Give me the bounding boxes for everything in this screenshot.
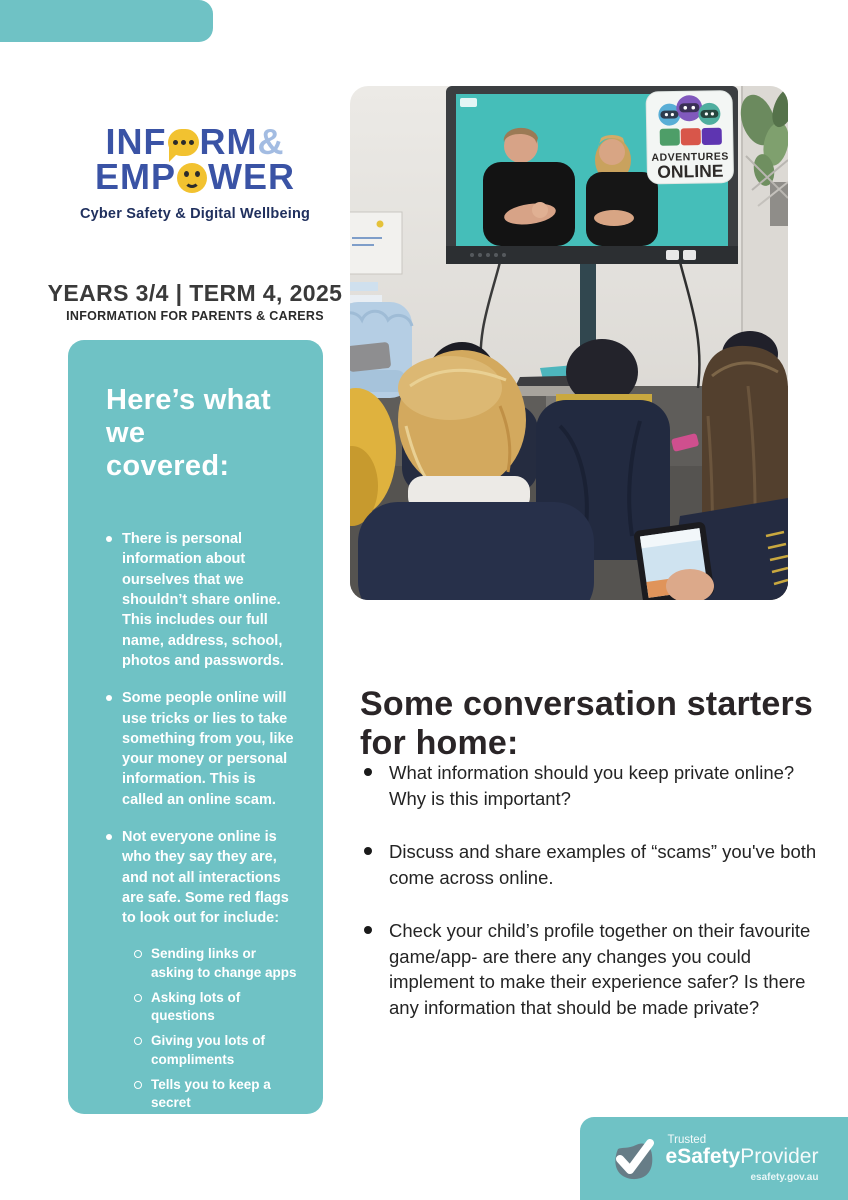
adventures-online-logo bbox=[646, 90, 734, 183]
covered-topics-panel bbox=[68, 340, 323, 1114]
ring-bullet-icon bbox=[134, 950, 142, 958]
logo-text: EMP bbox=[94, 156, 176, 198]
term-heading: YEARS 3/4 | TERM 4, 2025 bbox=[47, 280, 343, 306]
list-item bbox=[364, 760, 820, 811]
checkmark-icon bbox=[610, 1137, 656, 1181]
list-item-text: Discuss and share examples of “scams” you've both come across online. bbox=[389, 841, 817, 888]
bullet-dot-icon bbox=[364, 926, 372, 934]
logo-tagline: Cyber Safety & Digital Wellbeing bbox=[79, 205, 311, 222]
list-item-text: Giving you lots of compliments bbox=[151, 1033, 265, 1067]
speech-bubble-icon bbox=[168, 129, 199, 156]
covered-topics-list bbox=[106, 529, 299, 928]
esafety-brand: eSafetyProvider bbox=[665, 1145, 819, 1169]
esafety-url: esafety.gov.au bbox=[750, 1171, 819, 1183]
list-item-text: Not everyone online is who they say they are, and not all interactions are safe. Some red flags to look out for include: bbox=[122, 829, 289, 927]
conversation-starters-heading: Some conversation starters for home: bbox=[360, 684, 814, 763]
bullet-dot-icon bbox=[106, 536, 112, 542]
esafety-text-block bbox=[666, 1134, 819, 1182]
bullet-dot-icon bbox=[364, 768, 372, 776]
bullet-dot-icon bbox=[106, 695, 112, 701]
ring-bullet-icon bbox=[134, 994, 142, 1002]
esafety-provider-badge bbox=[580, 1117, 848, 1200]
list-item bbox=[134, 1076, 299, 1112]
list-item-text: What information should you keep private online? Why is this important? bbox=[389, 762, 795, 809]
ring-bullet-icon bbox=[134, 1037, 142, 1045]
bullet-dot-icon bbox=[364, 847, 372, 855]
list-item-text: Asking lots of questions bbox=[151, 989, 241, 1024]
trusted-label: Trusted bbox=[667, 1134, 707, 1147]
smiley-face-icon bbox=[177, 163, 207, 193]
bullet-dot-icon bbox=[106, 834, 112, 840]
tv-logo-title: ADVENTURES bbox=[651, 150, 729, 164]
logo-text: RM bbox=[199, 121, 258, 162]
logo-text: WER bbox=[208, 156, 295, 198]
list-item bbox=[364, 918, 820, 1020]
sidebar-heading: Here’s what we covered: bbox=[106, 384, 272, 483]
logo-line-2 bbox=[62, 156, 328, 198]
top-left-accent-bar bbox=[0, 0, 213, 42]
tv-logo-subtitle: ONLINE bbox=[657, 160, 724, 182]
list-item-text: There is personal information about ourselves that we shouldn’t share online. This includes our full name, address, school, photos and passwords. bbox=[122, 531, 284, 669]
list-item bbox=[106, 827, 299, 928]
red-flags-sublist bbox=[134, 945, 299, 1112]
classroom-photo bbox=[350, 86, 788, 600]
logo-ampersand: & bbox=[257, 121, 285, 162]
list-item bbox=[134, 1032, 299, 1068]
list-item bbox=[134, 989, 299, 1025]
list-item-text: Tells you to keep a secret bbox=[151, 1076, 271, 1111]
list-item bbox=[364, 839, 820, 890]
logo-text: INF bbox=[105, 121, 167, 162]
ring-bullet-icon bbox=[134, 1081, 142, 1089]
list-item-text: Some people online will use tricks or lies to take something from you, like your money or personal information. This is called an online scam. bbox=[122, 690, 294, 808]
tv-screen bbox=[446, 86, 738, 264]
brand-header bbox=[62, 121, 328, 222]
list-item bbox=[106, 529, 299, 671]
list-item bbox=[134, 945, 299, 981]
conversation-starters-list bbox=[364, 760, 820, 1048]
list-item-text: Sending links or asking to change apps bbox=[151, 946, 297, 980]
audience-subheading: INFORMATION FOR PARENTS & CARERS bbox=[66, 309, 324, 323]
logo-line-1 bbox=[62, 121, 328, 162]
list-item-text: Check your child’s profile together on their favourite game/app- are there any changes you could implement to make their experience safer? Is there any information that should be made private? bbox=[389, 920, 811, 1018]
list-item bbox=[106, 688, 299, 810]
